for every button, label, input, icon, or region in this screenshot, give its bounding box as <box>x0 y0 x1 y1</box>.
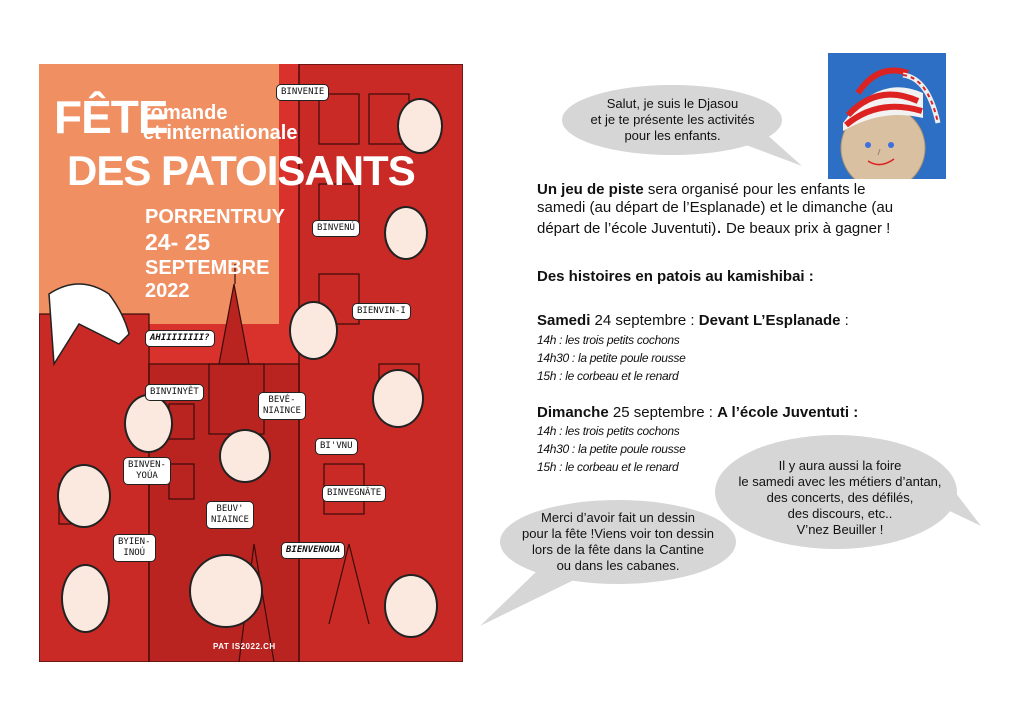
poster-title-fete: FÊTE <box>54 91 168 143</box>
jeu-text: départ de l’école Juventuti) <box>537 220 717 237</box>
face-illustration <box>57 464 111 528</box>
bubble-line: Il y aura aussi la foire <box>778 458 902 473</box>
mascot-illustration <box>828 53 946 179</box>
greeting-label: BIENVENOUA <box>281 542 345 559</box>
poster-website: PAT IS2022.CH <box>213 642 276 651</box>
jeu-dot: . <box>716 216 722 238</box>
dimanche-day: Dimanche <box>537 404 609 421</box>
greeting-label: BINVEGNÂTE <box>322 485 386 502</box>
face-illustration <box>219 429 271 483</box>
face-illustration <box>61 564 110 633</box>
poster-year: 2022 <box>145 280 190 302</box>
samedi-day: Samedi <box>537 312 591 329</box>
samedi-item: 14h30 : la petite poule rousse <box>537 351 686 365</box>
samedi-heading <box>537 312 849 330</box>
jeu-title: Un jeu de piste <box>537 181 644 198</box>
bubble-line: lors de la fête dans la Cantine <box>532 542 704 557</box>
samedi-date: 24 septembre : <box>590 312 699 329</box>
bubble-line: et je te présente les activités <box>590 112 755 127</box>
poster-title-romande: romande <box>143 102 228 124</box>
samedi-colon: : <box>840 312 849 329</box>
face-illustration <box>124 394 173 453</box>
dimanche-date: 25 septembre : <box>608 404 718 421</box>
jeu-de-piste-paragraph <box>537 181 957 241</box>
poster-title-patoisants: DES PATOISANTS <box>67 147 415 194</box>
face-illustration <box>289 301 338 360</box>
djasou-mascot-photo <box>828 53 946 179</box>
bubble-line: Merci d’avoir fait un dessin <box>541 510 695 525</box>
dimanche-item: 14h : les trois petits cochons <box>537 424 680 438</box>
face-illustration <box>372 369 424 428</box>
bubble-top-text <box>565 96 780 144</box>
greeting-label: BIENVIN-I <box>352 303 411 320</box>
samedi-place: Devant L’Esplanade <box>698 312 841 329</box>
greeting-label: BINVENÚ <box>312 220 360 237</box>
greeting-label: AHIIIIIIII? <box>145 330 215 347</box>
dimanche-item: 14h30 : la petite poule rousse <box>537 442 686 456</box>
poster-title-international: et internationale <box>143 122 298 144</box>
face-illustration <box>384 206 428 260</box>
jeu-text: sera organisé pour les enfants le <box>643 181 866 198</box>
bubble-line: des discours, etc.. <box>787 506 893 521</box>
samedi-item: 15h : le corbeau et le renard <box>537 369 679 383</box>
bubble-line: V’nez Beuiller ! <box>796 522 884 537</box>
greeting-label: BINVENIE <box>276 84 329 101</box>
poster-month: SEPTEMBRE <box>145 257 270 279</box>
bubble-foire-text <box>720 458 960 538</box>
bubble-line: des concerts, des défilés, <box>766 490 914 505</box>
dimanche-heading <box>537 404 858 422</box>
greeting-label: BEVÉ- NIAINCE <box>258 392 306 420</box>
samedi-item: 14h : les trois petits cochons <box>537 333 680 347</box>
greeting-label: BI'VNU <box>315 438 358 455</box>
greeting-label: BYIEN- INOÚ <box>113 534 156 562</box>
bubble-line: pour la fête !Viens voir ton dessin <box>522 526 714 541</box>
poster-city: PORRENTRUY <box>145 206 286 228</box>
face-illustration <box>189 554 263 628</box>
face-illustration <box>384 574 438 638</box>
bubble-line: pour les enfants. <box>624 128 721 143</box>
histoires-heading: Des histoires en patois au kamishibai : <box>537 268 814 285</box>
jeu-text: De beaux prix à gagner ! <box>721 220 891 237</box>
greeting-label: BEUV' NIAINCE <box>206 501 254 529</box>
poster-dates: 24- 25 <box>145 229 211 255</box>
dimanche-item: 15h : le corbeau et le renard <box>537 460 679 474</box>
bubble-line: Salut, je suis le Djasou <box>606 96 739 111</box>
bubble-dessin-text <box>498 510 738 574</box>
jeu-text: samedi (au départ de l’Esplanade) et le dimanche (au <box>537 199 894 216</box>
dimanche-place: A l’école Juventuti : <box>717 404 859 421</box>
bubble-line: ou dans les cabanes. <box>556 558 680 573</box>
face-illustration <box>397 98 443 154</box>
greeting-label: BINVINYÊT <box>145 384 204 401</box>
bubble-line: le samedi avec les métiers d’antan, <box>738 474 942 489</box>
festival-poster <box>39 64 463 662</box>
greeting-label: BINVEN- YOÚA <box>123 457 171 485</box>
